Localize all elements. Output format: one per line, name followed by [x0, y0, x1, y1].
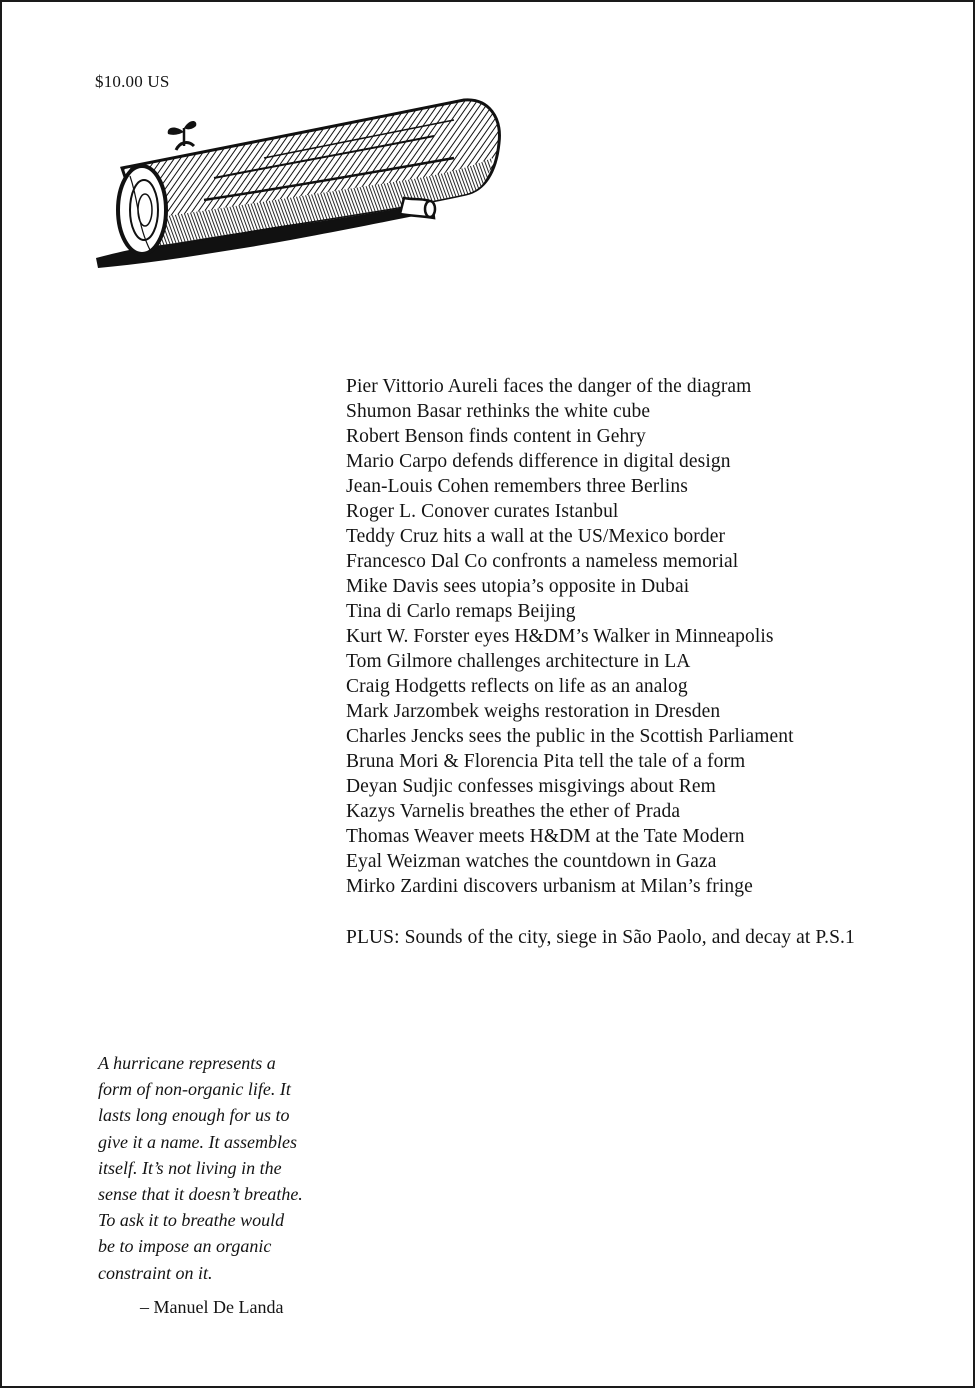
list-item: Mario Carpo defends difference in digital design	[346, 451, 731, 472]
log-branch-icon	[94, 98, 506, 273]
plus-summary: PLUS: Sounds of the city, siege in São Paolo, and decay at P.S.1	[346, 927, 855, 948]
quote-line: be to impose an organic	[98, 1236, 272, 1257]
quote-line: itself. It’s not living in the	[98, 1157, 282, 1178]
quote-line: give it a name. It assembles	[98, 1131, 297, 1152]
quote-line: form of non-organic life. It	[98, 1079, 291, 1100]
list-item: Craig Hodgetts reflects on life as an analog	[346, 676, 688, 697]
list-item: Teddy Cruz hits a wall at the US/Mexico border	[346, 526, 726, 547]
list-item: Thomas Weaver meets H&DM at the Tate Modern	[346, 826, 745, 847]
quote-line: To ask it to breathe would	[98, 1210, 285, 1231]
list-item: Shumon Basar rethinks the white cube	[346, 401, 651, 422]
list-item: Mark Jarzombek weighs restoration in Dresden	[346, 701, 721, 722]
list-item: Kazys Varnelis breathes the ether of Prada	[346, 801, 681, 822]
list-item: Eyal Weizman watches the countdown in Gaza	[346, 851, 717, 872]
list-item: Robert Benson finds content in Gehry	[346, 426, 646, 447]
quote-attribution: – Manuel De Landa	[140, 1297, 284, 1317]
list-item: Tom Gilmore challenges architecture in LA	[346, 651, 691, 672]
list-item: Pier Vittorio Aureli faces the danger of the diagram	[346, 376, 752, 397]
list-item: Charles Jencks sees the public in the Scottish Parliament	[346, 726, 794, 747]
quote-line: A hurricane represents a	[98, 1053, 276, 1073]
quote-line: lasts long enough for us to	[98, 1105, 290, 1126]
quote-line: constraint on it.	[98, 1262, 213, 1283]
price-label: $10.00 US	[95, 72, 170, 91]
epigraph-quote	[98, 1050, 328, 1286]
contributors-list	[346, 374, 946, 899]
list-item: Francesco Dal Co confronts a nameless memorial	[346, 551, 739, 572]
list-item: Bruna Mori & Florencia Pita tell the tale of a form	[346, 751, 746, 772]
list-item: Deyan Sudjic confesses misgivings about Rem	[346, 776, 716, 797]
list-item: Mike Davis sees utopia’s opposite in Dubai	[346, 576, 690, 597]
list-item: Roger L. Conover curates Istanbul	[346, 501, 619, 522]
list-item: Tina di Carlo remaps Beijing	[346, 601, 576, 622]
list-item: Mirko Zardini discovers urbanism at Milan’s fringe	[346, 876, 753, 897]
list-item: Kurt W. Forster eyes H&DM’s Walker in Minneapolis	[346, 626, 774, 647]
quote-line: sense that it doesn’t breathe.	[98, 1184, 303, 1205]
list-item: Jean-Louis Cohen remembers three Berlins	[346, 476, 688, 497]
